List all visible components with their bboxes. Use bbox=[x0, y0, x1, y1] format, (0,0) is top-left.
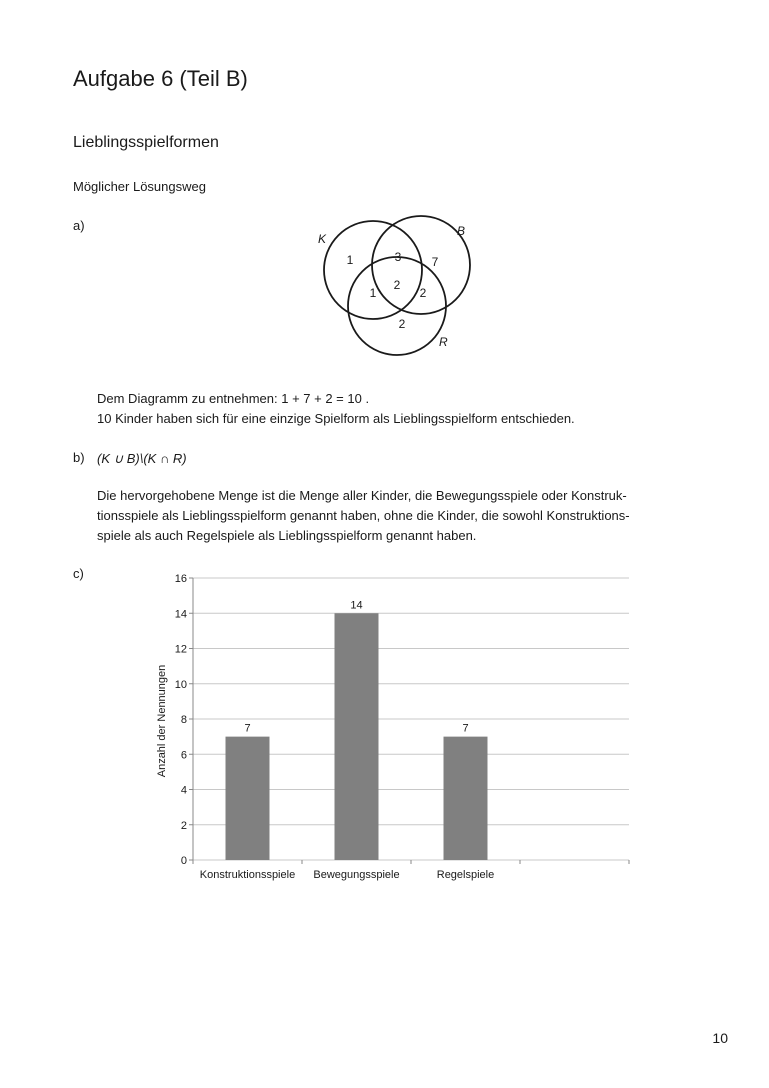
chart-data-label: 7 bbox=[244, 722, 251, 735]
venn-region-k-and-b: 3 bbox=[394, 250, 402, 264]
chart-y-axis-label: Anzahl der Nennungen bbox=[156, 664, 168, 778]
venn-region-b-only: 7 bbox=[431, 255, 439, 269]
venn-set-label-b: B bbox=[457, 224, 466, 238]
part-b-line-3: spiele als auch Regelspiele als Lieblingsspielform genannt haben. bbox=[97, 528, 477, 543]
chart-y-tick-label: 16 bbox=[174, 573, 187, 585]
chart-bar bbox=[335, 613, 379, 860]
chart-data-label: 7 bbox=[462, 722, 469, 735]
venn-region-k-and-r: 1 bbox=[369, 286, 377, 300]
chart-y-tick-label: 10 bbox=[174, 678, 187, 691]
chart-y-tick-label: 14 bbox=[174, 608, 187, 621]
section-title: Lieblingsspielformen bbox=[73, 134, 219, 151]
chart-x-category-label: Bewegungsspiele bbox=[313, 869, 400, 881]
chart-x-category-label: Konstruktionsspiele bbox=[199, 869, 296, 881]
venn-region-k-only: 1 bbox=[346, 253, 354, 267]
part-a-label: a) bbox=[73, 218, 85, 233]
part-b-label: b) bbox=[73, 450, 85, 465]
venn-set-label-r: R bbox=[439, 335, 448, 349]
venn-region-r-only: 2 bbox=[398, 317, 406, 331]
chart-x-category-label: Regelspiele bbox=[436, 869, 495, 881]
part-c-label: c) bbox=[73, 566, 84, 581]
part-b-expression: (K ∪ B)\(K ∩ R) bbox=[97, 451, 187, 466]
chart-y-tick-label: 8 bbox=[180, 714, 187, 726]
chart-data-label: 14 bbox=[350, 599, 363, 612]
chart-y-tick-label: 0 bbox=[180, 855, 187, 867]
chart-y-tick-label: 2 bbox=[180, 819, 187, 832]
chart-y-tick-label: 12 bbox=[174, 643, 187, 656]
page-number: 10 bbox=[712, 1030, 728, 1046]
part-a-line-2: 10 Kinder haben sich für eine einzige Spielform als Lieblingsspielform entschieden. bbox=[97, 411, 575, 426]
chart-y-tick-label: 6 bbox=[180, 749, 187, 762]
venn-region-b-and-r: 2 bbox=[419, 286, 427, 300]
solution-method-label: Möglicher Lösungsweg bbox=[73, 179, 206, 194]
chart-bar bbox=[226, 737, 270, 860]
chart-bar bbox=[444, 737, 488, 860]
chart-y-tick-label: 4 bbox=[180, 784, 187, 797]
part-b-line-1: Die hervorgehobene Menge ist die Menge aller Kinder, die Bewegungsspiele oder Konstruk- bbox=[97, 488, 627, 503]
part-b-line-2: tionsspiele als Lieblingsspielform genannt haben, ohne die Kinder, die sowohl Konstruktions- bbox=[97, 508, 630, 523]
venn-set-label-k: K bbox=[318, 232, 327, 246]
part-a-line-1: Dem Diagramm zu entnehmen: 1 + 7 + 2 = 10 . bbox=[97, 391, 370, 406]
venn-region-all-three: 2 bbox=[393, 278, 401, 292]
page-title: Aufgabe 6 (Teil B) bbox=[73, 66, 248, 91]
